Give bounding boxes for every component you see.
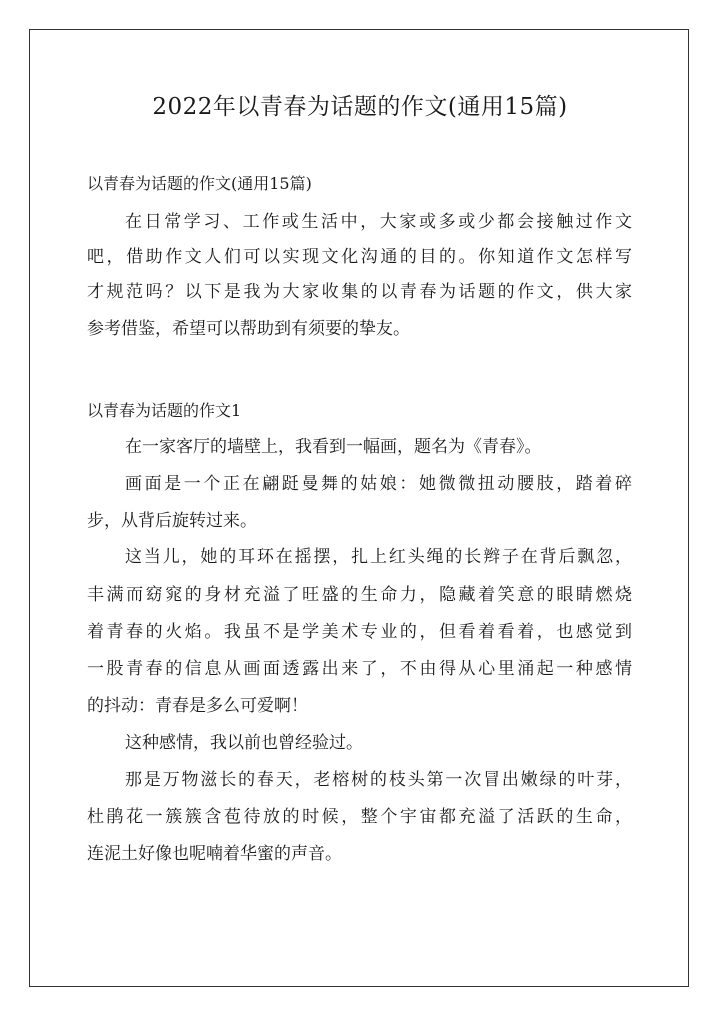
essay-line: 步，从背后旋转过来。 [87,511,257,531]
essay-line: 在一家客厅的墙壁上，我看到一幅画，题名为《青春》。 [125,437,542,457]
essay-1-heading: 以青春为话题的作文1 [87,401,242,420]
essay-line: 这种感情，我以前也曾经验过。 [125,733,363,753]
document-subtitle: 以青春为话题的作文(通用15篇) [87,174,312,193]
essay-line: 那是万物滋长的春天，老榕树的枝头第一次冒出嫩绿的叶芽， [125,770,632,790]
essay-line: 这当儿，她的耳环在摇摆，扎上红头绳的长辫子在背后飘忽， [125,547,632,567]
essay-line: 丰满而窈窕的身材充溢了旺盛的生命力，隐藏着笑意的眼睛燃烧 [87,585,632,605]
intro-line: 吧，借助作文人们可以实现文化沟通的目的。你知道作文怎样写 [87,247,632,267]
intro-line: 才规范吗？以下是我为大家收集的以青春为话题的作文，供大家 [87,282,632,302]
document-title: 2022年以青春为话题的作文(通用15篇) [152,94,568,120]
essay-line: 的抖动：青春是多么可爱啊！ [87,696,308,716]
intro-line: 在日常学习、工作或生活中，大家或多或少都会接触过作文 [125,212,632,232]
essay-line: 一股青春的信息从画面透露出来了，不由得从心里涌起一种感情 [87,659,632,679]
essay-line: 画面是一个正在翩跹曼舞的姑娘：她微微扭动腰肢，踏着碎 [125,474,632,494]
intro-line: 参考借鉴，希望可以帮助到有须要的挚友。 [87,319,410,339]
essay-line: 着青春的火焰。我虽不是学美术专业的，但看着看着，也感觉到 [87,622,632,642]
essay-line: 杜鹃花一簇簇含苞待放的时候，整个宇宙都充溢了活跃的生命， [87,807,632,827]
essay-line: 连泥土好像也呢喃着华蜜的声音。 [87,844,342,864]
